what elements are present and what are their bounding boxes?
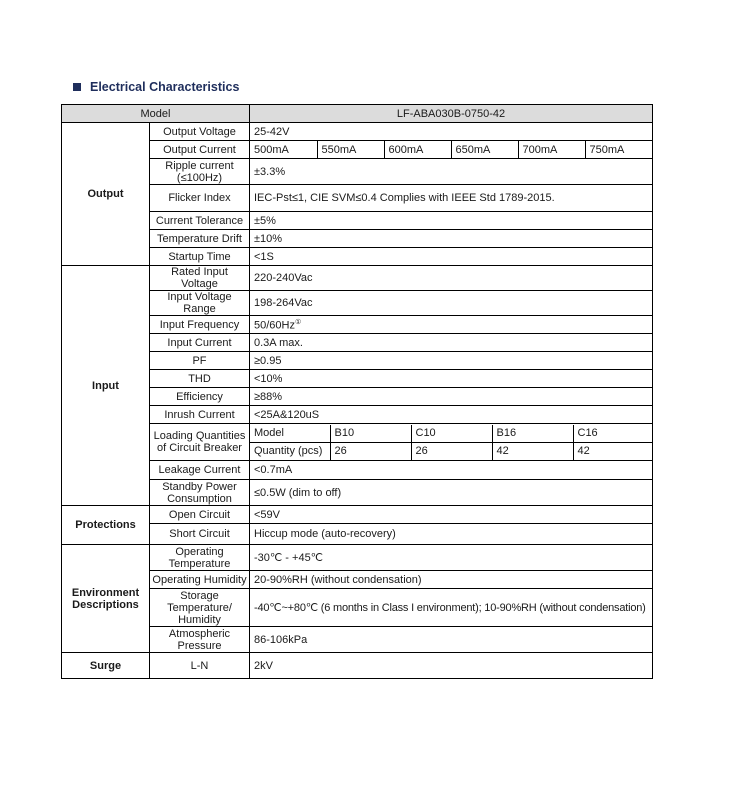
row-value: ±5% — [250, 212, 653, 230]
table-row — [62, 334, 653, 352]
breaker-quantity: 42 — [573, 442, 652, 460]
table-row — [62, 291, 653, 316]
table-row — [62, 248, 653, 266]
table-row — [62, 316, 653, 334]
row-value: ±3.3% — [250, 159, 653, 185]
row-label: Efficiency — [150, 388, 250, 406]
table-header-row — [62, 105, 653, 123]
current-option: 500mA — [250, 141, 317, 158]
table-row — [62, 123, 653, 141]
table-row — [62, 141, 653, 159]
row-label: Output Current — [150, 141, 250, 159]
row-value: 25-42V — [250, 123, 653, 141]
section-title: Electrical Characteristics — [90, 80, 240, 94]
row-label: Storage Temperature/ Humidity — [150, 589, 250, 627]
footnote-marker: ① — [294, 319, 302, 327]
group-environment: Environment Descriptions — [62, 545, 150, 653]
row-value: ≥0.95 — [250, 352, 653, 370]
current-option: 550mA — [317, 141, 384, 158]
table-row — [62, 480, 653, 506]
row-label: PF — [150, 352, 250, 370]
row-label: Input Voltage Range — [150, 291, 250, 316]
row-value: <59V — [250, 506, 653, 524]
table-row — [62, 185, 653, 212]
row-value: IEC-Pst≤1, CIE SVM≤0.4 Complies with IEEE Std 1789-2015. — [250, 185, 653, 212]
table-row — [62, 159, 653, 185]
section-heading — [73, 80, 239, 94]
row-label: Startup Time — [150, 248, 250, 266]
table-row — [62, 388, 653, 406]
breaker-quantity: 26 — [330, 442, 411, 460]
breaker-header: C10 — [411, 425, 492, 443]
row-label: Loading Quantities of Circuit Breaker — [150, 424, 250, 461]
table-row — [62, 424, 653, 461]
table-row — [62, 506, 653, 524]
row-label: Short Circuit — [150, 524, 250, 545]
row-value: ±10% — [250, 230, 653, 248]
row-value: <0.7mA — [250, 461, 653, 480]
electrical-characteristics-table — [61, 104, 653, 679]
row-label: Inrush Current — [150, 406, 250, 424]
group-surge: Surge — [62, 653, 150, 679]
row-label: Standby Power Consumption — [150, 480, 250, 506]
table-row — [62, 266, 653, 291]
breaker-header: B16 — [492, 425, 573, 443]
row-value: ≥88% — [250, 388, 653, 406]
row-value: <25A&120uS — [250, 406, 653, 424]
row-label: Rated Input Voltage — [150, 266, 250, 291]
row-value — [250, 316, 653, 334]
row-label: Output Voltage — [150, 123, 250, 141]
row-value: 198-264Vac — [250, 291, 653, 316]
breaker-header: B10 — [330, 425, 411, 443]
breaker-header: Model — [250, 425, 330, 443]
table-row — [62, 212, 653, 230]
row-value: 20-90%RH (without condensation) — [250, 571, 653, 589]
row-value: ≤0.5W (dim to off) — [250, 480, 653, 506]
row-value: 220-240Vac — [250, 266, 653, 291]
breaker-quantity: 42 — [492, 442, 573, 460]
current-option: 750mA — [589, 143, 625, 156]
row-label: Input Current — [150, 334, 250, 352]
row-label: Current Tolerance — [150, 212, 250, 230]
row-label: Open Circuit — [150, 506, 250, 524]
breaker-quantity: Quantity (pcs) — [250, 442, 330, 460]
row-label: Input Frequency — [150, 316, 250, 334]
table-row — [62, 461, 653, 480]
row-value: 2kV — [250, 653, 653, 679]
table-row — [62, 589, 653, 627]
row-label: Atmospheric Pressure — [150, 627, 250, 653]
current-option: 600mA — [384, 141, 451, 158]
row-value: -40℃~+80℃ (6 months in Class I environment); 10-90%RH (without condensation) — [250, 589, 653, 627]
model-value: LF-ABA030B-0750-42 — [250, 105, 653, 123]
output-current-values — [250, 141, 653, 159]
table-row — [62, 545, 653, 571]
square-bullet-icon — [73, 83, 81, 91]
row-label: L-N — [150, 653, 250, 679]
row-label: Temperature Drift — [150, 230, 250, 248]
table-row — [62, 653, 653, 679]
frequency-value: 50/60Hz — [254, 319, 295, 332]
row-value: <1S — [250, 248, 653, 266]
group-output: Output — [62, 123, 150, 266]
row-label: Ripple current (≤100Hz) — [150, 159, 250, 185]
table-row — [62, 571, 653, 589]
table-row — [62, 370, 653, 388]
row-label: Leakage Current — [150, 461, 250, 480]
breaker-quantity: 26 — [411, 442, 492, 460]
breaker-subtable — [250, 424, 653, 461]
row-label: THD — [150, 370, 250, 388]
table-row — [62, 627, 653, 653]
table-row — [62, 352, 653, 370]
row-label: Operating Temperature — [150, 545, 250, 571]
breaker-header: C16 — [577, 427, 598, 439]
row-label: Flicker Index — [150, 185, 250, 212]
row-value: Hiccup mode (auto-recovery) — [250, 524, 653, 545]
table-row — [62, 524, 653, 545]
group-protections: Protections — [62, 506, 150, 545]
row-label: Operating Humidity — [150, 571, 250, 589]
row-value: -30℃ - +45℃ — [250, 545, 653, 571]
row-value: <10% — [250, 370, 653, 388]
current-option: 700mA — [518, 141, 585, 158]
group-input: Input — [62, 266, 150, 506]
row-value: 86-106kPa — [250, 627, 653, 653]
current-option: 650mA — [451, 141, 518, 158]
row-value: 0.3A max. — [250, 334, 653, 352]
table-row — [62, 406, 653, 424]
table-row — [62, 230, 653, 248]
model-label: Model — [62, 105, 250, 123]
